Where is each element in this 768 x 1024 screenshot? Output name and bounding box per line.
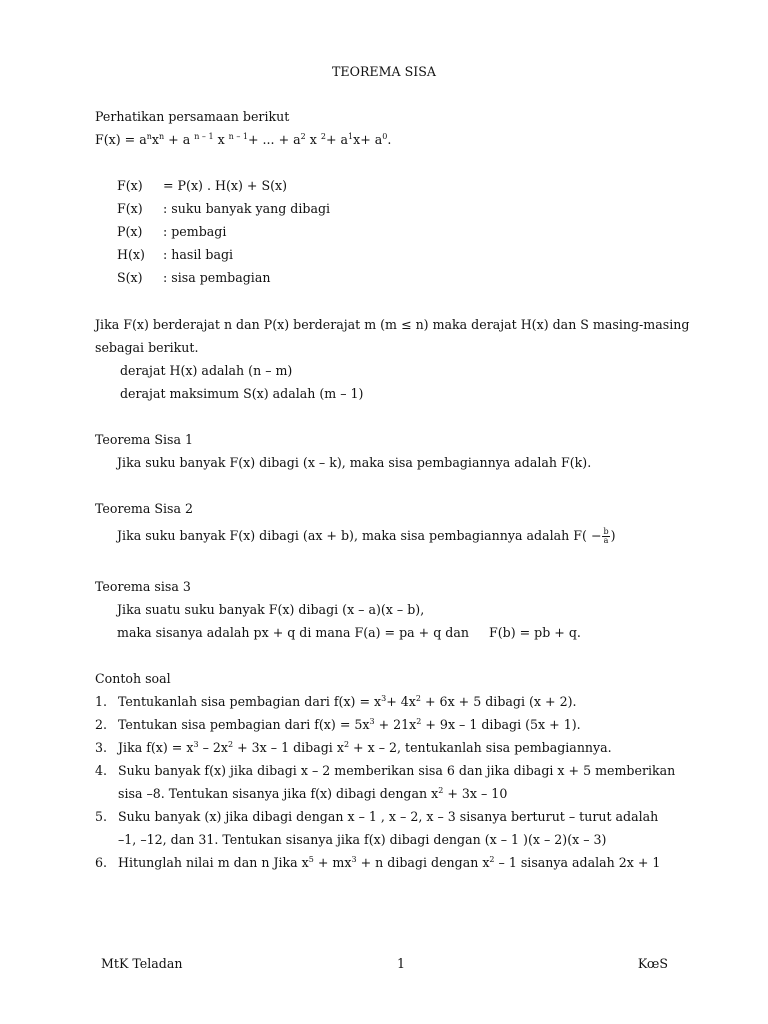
general-polynomial-formula: $F(x) = a^nx^n + a$ $^{n - 1}$ x $^{n - 1}$+ ... + $a^2$ x $^2+ a^1x+ a^0$. <box>95 132 392 147</box>
list-item-continuation: sisa –8. Tentukan sisanya jika f(x) dibagi dengan $x^2 + 3x - 10$ <box>118 786 508 801</box>
definition-row: H(x) : hasil bagi <box>117 247 234 262</box>
degree-item-h: derajat H(x) adalah (n – m) <box>120 363 293 378</box>
fraction-b-over-a: $\frac{b}{a}$ <box>603 527 609 545</box>
list-item-continuation: –1, –12, dan 31. Tentukan sisanya jika f(x) dibagi dengan (x – 1 )(x – 2)(x – 3) <box>118 832 607 847</box>
degree-paragraph-line2: sebagai berikut. <box>95 340 199 355</box>
examples-heading: Contoh soal <box>95 671 171 686</box>
theorem3-heading: Teorema sisa 3 <box>95 579 191 594</box>
list-item: 3. Jika $f(x) = x^3 - 2x^2 + 3x - 1$ dibagi $x^2 + x - 2$, tentukanlah sisa pembagiannya. <box>95 740 612 755</box>
theorem2-text: Jika suku banyak F(x) dibagi (ax + b), maka sisa pembagiannya adalah F( − $\frac{b}{a}$ ) <box>117 527 616 545</box>
definition-row: P(x) : pembagi <box>117 224 227 239</box>
intro-heading: Perhatikan persamaan berikut <box>95 109 290 124</box>
list-item: 6. Hitunglah nilai m dan n Jika $x^5 + mx^3 + n$ dibagi dengan $x^2 - 1$ sisanya adalah 2x + 1 <box>95 855 661 870</box>
footer-left: MtK Teladan <box>101 956 183 971</box>
list-item: 4. Suku banyak f(x) jika dibagi x – 2 memberikan sisa 6 dan jika dibagi x + 5 memberikan <box>95 763 676 778</box>
theorem3-line2: maka sisanya adalah px + q di mana F(a) = pa + q dan F(b) = pb + q. <box>117 625 581 640</box>
degree-paragraph-line1: Jika F(x) berderajat n dan P(x) berderajat m (m ≤ n) maka derajat H(x) dan S masing-masing <box>95 317 690 332</box>
definition-row: F(x) = P(x) . H(x) + S(x) <box>117 178 287 193</box>
definition-row: S(x) : sisa pembagian <box>117 270 271 285</box>
theorem2-heading: Teorema Sisa 2 <box>95 501 194 516</box>
theorem1-text: Jika suku banyak F(x) dibagi (x – k), maka sisa pembagiannya adalah F(k). <box>117 455 592 470</box>
page-number: 1 <box>396 956 405 971</box>
definition-row: F(x) : suku banyak yang dibagi <box>117 201 331 216</box>
theorem1-heading: Teorema Sisa 1 <box>95 432 194 447</box>
page-title: TEOREMA SISA <box>332 64 436 79</box>
footer-right: KœS <box>637 956 668 971</box>
list-item: 5. Suku banyak (x) jika dibagi dengan x – 1 , x – 2, x – 3 sisanya berturut – turut adalah <box>95 809 659 824</box>
list-item: 1. Tentukanlah sisa pembagian dari $f(x) = x^3+ 4x^2 + 6x + 5$ dibagi (x + 2). <box>95 694 577 709</box>
degree-item-s: derajat maksimum S(x) adalah (m – 1) <box>120 386 364 401</box>
list-item: 2. Tentukan sisa pembagian dari $f(x) = 5x^3 + 21x^2 + 9x - 1$ dibagi (5x + 1). <box>95 717 581 732</box>
theorem3-line1: Jika suatu suku banyak F(x) dibagi (x – a)(x – b), <box>117 602 425 617</box>
